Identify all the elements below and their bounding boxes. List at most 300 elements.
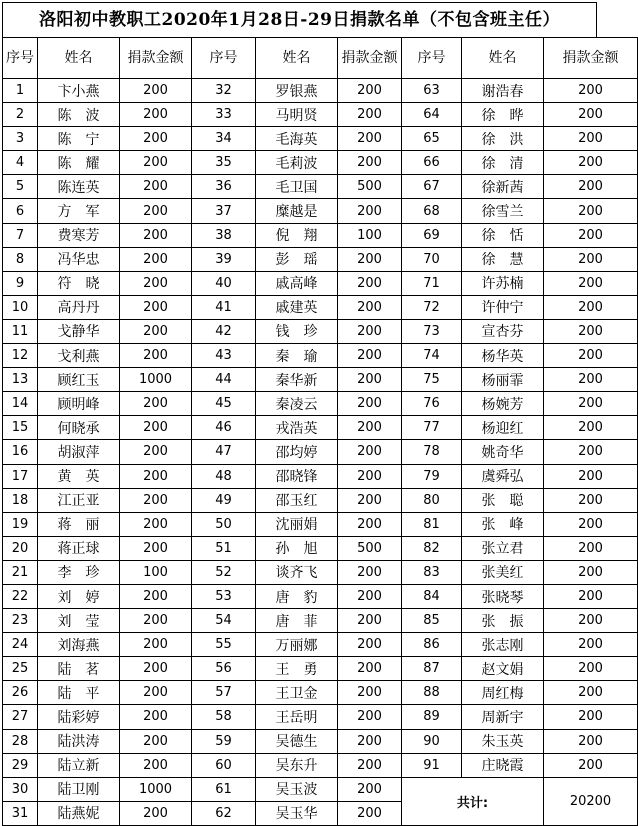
name-cell: 戈静华 xyxy=(38,319,120,343)
table-row xyxy=(3,705,638,729)
name-cell: 陆立新 xyxy=(38,753,120,777)
seq-cell: 64 xyxy=(402,103,462,127)
amount-cell: 200 xyxy=(120,151,192,175)
seq-cell: 74 xyxy=(402,344,462,368)
amount-cell: 200 xyxy=(544,560,638,584)
seq-cell: 31 xyxy=(3,801,38,825)
seq-cell: 7 xyxy=(3,223,38,247)
amount-cell: 200 xyxy=(544,705,638,729)
header-name: 姓名 xyxy=(256,38,338,79)
seq-cell: 86 xyxy=(402,633,462,657)
table-row xyxy=(3,609,638,633)
table-row xyxy=(3,344,638,368)
amount-cell: 200 xyxy=(544,753,638,777)
name-cell: 吴东升 xyxy=(256,753,338,777)
amount-cell: 200 xyxy=(544,729,638,753)
seq-cell: 51 xyxy=(192,536,256,560)
seq-cell: 54 xyxy=(192,609,256,633)
seq-cell: 30 xyxy=(3,777,38,801)
name-cell: 符 晓 xyxy=(38,271,120,295)
amount-cell: 200 xyxy=(120,536,192,560)
table-row xyxy=(3,440,638,464)
amount-cell: 200 xyxy=(544,103,638,127)
name-cell: 徐 洪 xyxy=(462,127,544,151)
table-row xyxy=(3,103,638,127)
name-cell: 秦凌云 xyxy=(256,392,338,416)
name-cell: 陆燕妮 xyxy=(38,801,120,825)
header-seq: 序号 xyxy=(402,38,462,79)
name-cell: 赵文娟 xyxy=(462,657,544,681)
name-cell: 张立君 xyxy=(462,536,544,560)
name-cell: 高丹丹 xyxy=(38,295,120,319)
name-cell: 徐 晔 xyxy=(462,103,544,127)
seq-cell: 67 xyxy=(402,175,462,199)
name-cell: 胡淑萍 xyxy=(38,440,120,464)
amount-cell: 200 xyxy=(120,801,192,825)
name-cell: 戈利燕 xyxy=(38,344,120,368)
amount-cell: 200 xyxy=(338,319,402,343)
name-cell: 毛莉波 xyxy=(256,151,338,175)
seq-cell: 66 xyxy=(402,151,462,175)
amount-cell: 200 xyxy=(338,681,402,705)
name-cell: 卞小燕 xyxy=(38,79,120,103)
table-row xyxy=(3,271,638,295)
table-row xyxy=(3,584,638,608)
table-row xyxy=(3,175,638,199)
name-cell: 顾红玉 xyxy=(38,368,120,392)
table-row xyxy=(3,127,638,151)
name-cell: 戚高峰 xyxy=(256,271,338,295)
seq-cell: 34 xyxy=(192,127,256,151)
name-cell: 虞舜弘 xyxy=(462,464,544,488)
amount-cell: 200 xyxy=(544,681,638,705)
name-cell: 杨迎红 xyxy=(462,416,544,440)
amount-cell: 200 xyxy=(544,609,638,633)
seq-cell: 85 xyxy=(402,609,462,633)
amount-cell: 200 xyxy=(544,199,638,223)
name-cell: 张志刚 xyxy=(462,633,544,657)
name-cell: 张美红 xyxy=(462,560,544,584)
name-cell: 孙 旭 xyxy=(256,536,338,560)
name-cell: 戚建英 xyxy=(256,295,338,319)
name-cell: 谢浩春 xyxy=(462,79,544,103)
name-cell: 许苏楠 xyxy=(462,271,544,295)
table-row xyxy=(3,151,638,175)
name-cell: 蒋 丽 xyxy=(38,512,120,536)
seq-cell: 77 xyxy=(402,416,462,440)
seq-cell: 13 xyxy=(3,368,38,392)
seq-cell: 32 xyxy=(192,79,256,103)
seq-cell: 29 xyxy=(3,753,38,777)
seq-cell: 49 xyxy=(192,488,256,512)
seq-cell: 44 xyxy=(192,368,256,392)
name-cell: 张晓琴 xyxy=(462,584,544,608)
seq-cell: 14 xyxy=(3,392,38,416)
name-cell: 徐雪兰 xyxy=(462,199,544,223)
amount-cell: 200 xyxy=(338,151,402,175)
amount-cell: 200 xyxy=(120,705,192,729)
header-amount: 捐款金额 xyxy=(544,38,638,79)
amount-cell: 200 xyxy=(544,416,638,440)
table-row xyxy=(3,753,638,777)
seq-cell: 42 xyxy=(192,319,256,343)
amount-cell: 200 xyxy=(544,392,638,416)
amount-cell: 200 xyxy=(544,440,638,464)
name-cell: 顾明峰 xyxy=(38,392,120,416)
header-name: 姓名 xyxy=(462,38,544,79)
amount-cell: 200 xyxy=(338,464,402,488)
name-cell: 谈齐飞 xyxy=(256,560,338,584)
name-cell: 秦 瑜 xyxy=(256,344,338,368)
seq-cell: 45 xyxy=(192,392,256,416)
seq-cell: 89 xyxy=(402,705,462,729)
header-amount: 捐款金额 xyxy=(338,38,402,79)
name-cell: 王 勇 xyxy=(256,657,338,681)
amount-cell: 500 xyxy=(338,175,402,199)
amount-cell: 200 xyxy=(120,175,192,199)
name-cell: 徐新茜 xyxy=(462,175,544,199)
donation-sheet xyxy=(2,2,619,826)
name-cell: 唐 菲 xyxy=(256,609,338,633)
seq-cell: 33 xyxy=(192,103,256,127)
seq-cell: 26 xyxy=(3,681,38,705)
header-amount: 捐款金额 xyxy=(120,38,192,79)
amount-cell: 200 xyxy=(544,464,638,488)
seq-cell: 43 xyxy=(192,344,256,368)
name-cell: 邵晓锋 xyxy=(256,464,338,488)
name-cell: 徐 清 xyxy=(462,151,544,175)
seq-cell: 55 xyxy=(192,633,256,657)
amount-cell: 200 xyxy=(120,681,192,705)
amount-cell: 200 xyxy=(338,729,402,753)
seq-cell: 71 xyxy=(402,271,462,295)
seq-cell: 23 xyxy=(3,609,38,633)
header-name: 姓名 xyxy=(38,38,120,79)
amount-cell: 200 xyxy=(544,344,638,368)
name-cell: 李 珍 xyxy=(38,560,120,584)
amount-cell: 200 xyxy=(338,368,402,392)
name-cell: 钱 珍 xyxy=(256,319,338,343)
amount-cell: 200 xyxy=(544,151,638,175)
amount-cell: 200 xyxy=(120,319,192,343)
table-row xyxy=(3,199,638,223)
seq-cell: 75 xyxy=(402,368,462,392)
amount-cell: 200 xyxy=(544,295,638,319)
amount-cell: 200 xyxy=(338,584,402,608)
seq-cell: 3 xyxy=(3,127,38,151)
name-cell: 吴玉波 xyxy=(256,777,338,801)
seq-cell: 83 xyxy=(402,560,462,584)
amount-cell: 200 xyxy=(120,295,192,319)
amount-cell: 200 xyxy=(120,657,192,681)
name-cell: 蒋正球 xyxy=(38,536,120,560)
name-cell: 万丽娜 xyxy=(256,633,338,657)
amount-cell: 200 xyxy=(120,440,192,464)
seq-cell: 21 xyxy=(3,560,38,584)
name-cell: 徐 恬 xyxy=(462,223,544,247)
name-cell: 戎浩英 xyxy=(256,416,338,440)
seq-cell: 4 xyxy=(3,151,38,175)
seq-cell: 20 xyxy=(3,536,38,560)
total-label: 共计: xyxy=(402,777,544,825)
amount-cell: 200 xyxy=(338,705,402,729)
amount-cell: 200 xyxy=(338,416,402,440)
seq-cell: 68 xyxy=(402,199,462,223)
amount-cell: 200 xyxy=(338,609,402,633)
amount-cell: 200 xyxy=(338,392,402,416)
name-cell: 朱玉英 xyxy=(462,729,544,753)
amount-cell: 200 xyxy=(120,584,192,608)
header-seq: 序号 xyxy=(192,38,256,79)
table-row xyxy=(3,512,638,536)
seq-cell: 12 xyxy=(3,344,38,368)
table-row xyxy=(3,681,638,705)
table-row xyxy=(3,319,638,343)
name-cell: 王卫金 xyxy=(256,681,338,705)
seq-cell: 10 xyxy=(3,295,38,319)
seq-cell: 41 xyxy=(192,295,256,319)
name-cell: 杨婉芳 xyxy=(462,392,544,416)
name-cell: 杨华英 xyxy=(462,344,544,368)
seq-cell: 82 xyxy=(402,536,462,560)
amount-cell: 200 xyxy=(544,633,638,657)
amount-cell: 200 xyxy=(120,464,192,488)
table-body xyxy=(3,79,638,826)
name-cell: 黄 英 xyxy=(38,464,120,488)
name-cell: 许仲宁 xyxy=(462,295,544,319)
name-cell: 刘 莹 xyxy=(38,609,120,633)
table-row xyxy=(3,633,638,657)
table-row xyxy=(3,223,638,247)
name-cell: 陆彩婷 xyxy=(38,705,120,729)
seq-cell: 62 xyxy=(192,801,256,825)
name-cell: 罗银燕 xyxy=(256,79,338,103)
amount-cell: 200 xyxy=(338,79,402,103)
amount-cell: 100 xyxy=(120,560,192,584)
amount-cell: 200 xyxy=(120,512,192,536)
name-cell: 王岳明 xyxy=(256,705,338,729)
table-row xyxy=(3,657,638,681)
seq-cell: 61 xyxy=(192,777,256,801)
table-row xyxy=(3,79,638,103)
name-cell: 陆 茗 xyxy=(38,657,120,681)
seq-cell: 25 xyxy=(3,657,38,681)
seq-cell: 22 xyxy=(3,584,38,608)
seq-cell: 16 xyxy=(3,440,38,464)
page-title: 洛阳初中教职工2020年1月28日-29日捐款名单（不包含班主任） xyxy=(2,2,597,37)
seq-cell: 80 xyxy=(402,488,462,512)
seq-cell: 53 xyxy=(192,584,256,608)
seq-cell: 58 xyxy=(192,705,256,729)
table-row xyxy=(3,392,638,416)
name-cell: 宣杏芬 xyxy=(462,319,544,343)
amount-cell: 200 xyxy=(338,127,402,151)
seq-cell: 9 xyxy=(3,271,38,295)
name-cell: 糜越是 xyxy=(256,199,338,223)
amount-cell: 200 xyxy=(544,223,638,247)
name-cell: 陆洪涛 xyxy=(38,729,120,753)
seq-cell: 35 xyxy=(192,151,256,175)
amount-cell: 100 xyxy=(338,223,402,247)
amount-cell: 200 xyxy=(544,79,638,103)
amount-cell: 200 xyxy=(544,319,638,343)
name-cell: 刘 婷 xyxy=(38,584,120,608)
seq-cell: 79 xyxy=(402,464,462,488)
seq-cell: 72 xyxy=(402,295,462,319)
seq-cell: 37 xyxy=(192,199,256,223)
amount-cell: 200 xyxy=(338,103,402,127)
amount-cell: 200 xyxy=(120,753,192,777)
amount-cell: 200 xyxy=(338,633,402,657)
amount-cell: 200 xyxy=(338,488,402,512)
amount-cell: 200 xyxy=(120,127,192,151)
name-cell: 刘海燕 xyxy=(38,633,120,657)
seq-cell: 73 xyxy=(402,319,462,343)
amount-cell: 200 xyxy=(338,753,402,777)
amount-cell: 200 xyxy=(120,392,192,416)
seq-cell: 1 xyxy=(3,79,38,103)
amount-cell: 200 xyxy=(338,271,402,295)
table-row xyxy=(3,729,638,753)
name-cell: 秦华新 xyxy=(256,368,338,392)
amount-cell: 200 xyxy=(120,729,192,753)
seq-cell: 11 xyxy=(3,319,38,343)
name-cell: 陆 平 xyxy=(38,681,120,705)
name-cell: 沈丽娟 xyxy=(256,512,338,536)
table-row xyxy=(3,536,638,560)
name-cell: 周新宇 xyxy=(462,705,544,729)
table-row xyxy=(3,560,638,584)
name-cell: 江正亚 xyxy=(38,488,120,512)
seq-cell: 90 xyxy=(402,729,462,753)
seq-cell: 88 xyxy=(402,681,462,705)
seq-cell: 65 xyxy=(402,127,462,151)
seq-cell: 78 xyxy=(402,440,462,464)
seq-cell: 15 xyxy=(3,416,38,440)
amount-cell: 200 xyxy=(120,271,192,295)
name-cell: 唐 豹 xyxy=(256,584,338,608)
donation-table xyxy=(2,37,638,826)
seq-cell: 36 xyxy=(192,175,256,199)
total-value: 20200 xyxy=(544,777,638,825)
table-row xyxy=(3,488,638,512)
amount-cell: 200 xyxy=(338,560,402,584)
name-cell: 邵玉红 xyxy=(256,488,338,512)
amount-cell: 200 xyxy=(338,344,402,368)
amount-cell: 200 xyxy=(338,199,402,223)
table-row xyxy=(3,464,638,488)
amount-cell: 200 xyxy=(544,488,638,512)
name-cell: 徐 慧 xyxy=(462,247,544,271)
amount-cell: 200 xyxy=(338,295,402,319)
name-cell: 张 峰 xyxy=(462,512,544,536)
amount-cell: 200 xyxy=(544,512,638,536)
name-cell: 陈 宁 xyxy=(38,127,120,151)
amount-cell: 200 xyxy=(544,368,638,392)
name-cell: 陆卫刚 xyxy=(38,777,120,801)
name-cell: 吴玉华 xyxy=(256,801,338,825)
seq-cell: 76 xyxy=(402,392,462,416)
table-row xyxy=(3,777,638,801)
amount-cell: 200 xyxy=(544,127,638,151)
amount-cell: 200 xyxy=(120,609,192,633)
amount-cell: 200 xyxy=(120,223,192,247)
seq-cell: 87 xyxy=(402,657,462,681)
amount-cell: 200 xyxy=(544,657,638,681)
seq-cell: 56 xyxy=(192,657,256,681)
seq-cell: 39 xyxy=(192,247,256,271)
name-cell: 倪 翔 xyxy=(256,223,338,247)
seq-cell: 63 xyxy=(402,79,462,103)
name-cell: 毛海英 xyxy=(256,127,338,151)
table-row xyxy=(3,368,638,392)
name-cell: 费寒芳 xyxy=(38,223,120,247)
name-cell: 陈 耀 xyxy=(38,151,120,175)
name-cell: 何晓承 xyxy=(38,416,120,440)
seq-cell: 81 xyxy=(402,512,462,536)
amount-cell: 200 xyxy=(338,512,402,536)
seq-cell: 5 xyxy=(3,175,38,199)
amount-cell: 200 xyxy=(338,657,402,681)
table-row xyxy=(3,416,638,440)
seq-cell: 91 xyxy=(402,753,462,777)
seq-cell: 24 xyxy=(3,633,38,657)
name-cell: 马明贤 xyxy=(256,103,338,127)
amount-cell: 1000 xyxy=(120,777,192,801)
seq-cell: 52 xyxy=(192,560,256,584)
amount-cell: 200 xyxy=(120,79,192,103)
name-cell: 姚奇华 xyxy=(462,440,544,464)
seq-cell: 19 xyxy=(3,512,38,536)
seq-cell: 84 xyxy=(402,584,462,608)
amount-cell: 200 xyxy=(544,247,638,271)
seq-cell: 17 xyxy=(3,464,38,488)
seq-cell: 69 xyxy=(402,223,462,247)
seq-cell: 48 xyxy=(192,464,256,488)
header-seq: 序号 xyxy=(3,38,38,79)
seq-cell: 70 xyxy=(402,247,462,271)
name-cell: 庄晓霞 xyxy=(462,753,544,777)
amount-cell: 1000 xyxy=(120,368,192,392)
name-cell: 陈连英 xyxy=(38,175,120,199)
seq-cell: 8 xyxy=(3,247,38,271)
amount-cell: 200 xyxy=(120,103,192,127)
amount-cell: 200 xyxy=(120,344,192,368)
table-row xyxy=(3,295,638,319)
name-cell: 吴德生 xyxy=(256,729,338,753)
amount-cell: 200 xyxy=(338,440,402,464)
amount-cell: 200 xyxy=(544,175,638,199)
table-row xyxy=(3,247,638,271)
name-cell: 周红梅 xyxy=(462,681,544,705)
amount-cell: 200 xyxy=(544,584,638,608)
amount-cell: 200 xyxy=(120,488,192,512)
amount-cell: 200 xyxy=(120,416,192,440)
amount-cell: 200 xyxy=(544,536,638,560)
seq-cell: 40 xyxy=(192,271,256,295)
amount-cell: 200 xyxy=(544,271,638,295)
seq-cell: 27 xyxy=(3,705,38,729)
amount-cell: 200 xyxy=(120,199,192,223)
amount-cell: 200 xyxy=(120,247,192,271)
seq-cell: 57 xyxy=(192,681,256,705)
seq-cell: 60 xyxy=(192,753,256,777)
name-cell: 彭 瑶 xyxy=(256,247,338,271)
seq-cell: 46 xyxy=(192,416,256,440)
amount-cell: 200 xyxy=(120,633,192,657)
name-cell: 冯华忠 xyxy=(38,247,120,271)
amount-cell: 200 xyxy=(338,247,402,271)
